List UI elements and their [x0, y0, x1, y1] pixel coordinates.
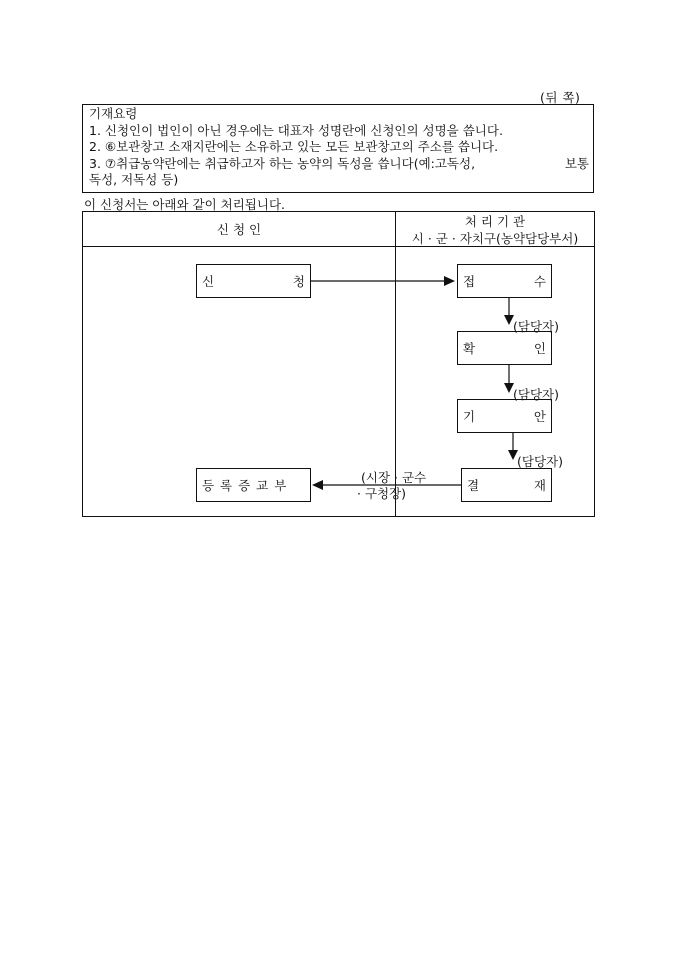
instruction-1: 1. 신청인이 법인이 아닌 경우에는 대표자 성명란에 신청인의 성명을 씁니다.: [89, 122, 503, 138]
applicant-header: 신 청 인: [216, 222, 262, 237]
mayor-label-line-1: (시장 · 군수: [361, 470, 427, 485]
step-receive-char-2: 수: [533, 274, 546, 289]
arrow-head-issue: [312, 480, 323, 490]
instructions-box: [82, 104, 594, 193]
step-apply-char-2: 청: [292, 274, 305, 289]
step-approve-char-2: 재: [533, 478, 546, 493]
handler-label-1: (담당자): [513, 319, 559, 334]
handler-label-3: (담당자): [517, 454, 563, 469]
step-confirm-char-2: 인: [533, 341, 546, 356]
step-draft-char-1: 기: [463, 409, 476, 424]
instruction-2: 2. ⑥보관창고 소재지란에는 소유하고 있는 모든 보관창고의 주소를 씁니다.: [89, 139, 499, 154]
process-caption: 이 신청서는 아래와 같이 처리됩니다.: [84, 197, 285, 212]
flow-arrows: [83, 212, 594, 516]
handler-label-2: (담당자): [513, 387, 559, 402]
arrow-head-confirm: [504, 315, 514, 325]
instruction-3: [89, 156, 593, 173]
step-apply-char-1: 신: [202, 274, 215, 289]
agency-header-dept: 시 · 군 · 자치구(농약담당부서): [411, 231, 579, 246]
arrow-head-draft: [504, 383, 514, 393]
instruction-3-main: 3. ⑦취급농약란에는 취급하고자 하는 농약의 독성을 씁니다(예:고독성,: [89, 155, 476, 171]
step-issue-label: 등 록 증 교 부: [202, 478, 288, 493]
page-side-label: (뒤 쪽): [540, 90, 581, 105]
step-approve-char-1: 결: [467, 478, 480, 493]
step-draft-char-2: 안: [533, 409, 546, 424]
instructions-title: 기재요령: [89, 106, 138, 121]
arrow-head-receive: [444, 276, 455, 286]
mayor-label-line-2: · 구청장): [357, 486, 407, 501]
instruction-3-end: 보통: [564, 155, 589, 171]
step-confirm-char-1: 확: [463, 341, 476, 356]
arrow-head-approve: [508, 450, 518, 460]
process-flow-chart: [82, 211, 595, 517]
step-receive-char-1: 접: [463, 274, 476, 289]
agency-header-title: 처 리 기 관: [464, 214, 526, 229]
instruction-3-continued: 독성, 저독성 등): [89, 172, 179, 187]
